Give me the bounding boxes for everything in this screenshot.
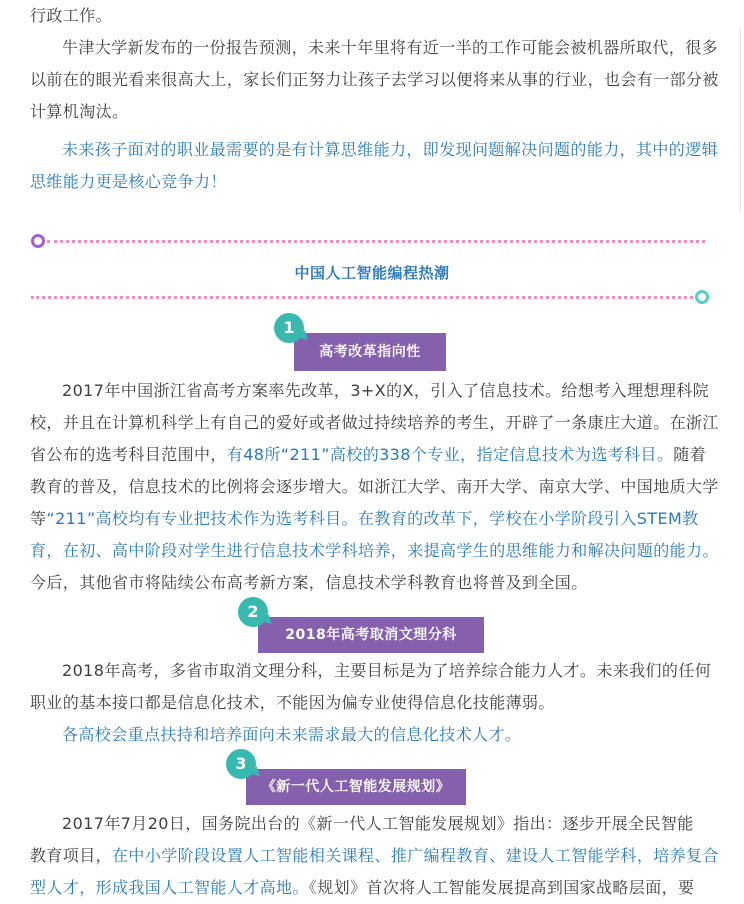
text-line: 行政工作。 — [30, 6, 113, 25]
text-run-highlight: 有48所“211”高校的338个专业，指定信息技术为选考科目。 — [226, 445, 674, 464]
text-run: 2017年中国浙江省高考方案率先改革，3+X的X，引入了信息技术。给想考入理想理科院 — [62, 381, 710, 400]
text-run-highlight: 在中小学阶段设置人工智能相关课程、推广编程教育、建设人工智能学科，培养复合 — [112, 846, 719, 865]
text-line — [30, 503, 712, 535]
paragraph-highlight-intro — [30, 134, 719, 198]
text-line — [30, 567, 712, 599]
divider-bottom — [31, 290, 709, 304]
text-run: 等 — [30, 509, 47, 528]
text-line: 牛津大学新发布的一份报告预测，未来十年里将有近一半的工作可能会被机器所取代，很多 — [62, 38, 719, 57]
text-line — [30, 375, 712, 407]
text-line — [30, 719, 712, 751]
badge-heading-3: 《新一代人工智能发展规划》 — [246, 769, 466, 805]
text-run: 2017年7月20日，国务院出台的《新一代人工智能发展规划》指出：逐步开展全民智能 — [62, 814, 694, 833]
text-line: 未来孩子面对的职业最需要的是有计算思维能力，即发现问题解决问题的能力，其中的逻辑 — [62, 140, 719, 159]
text-line — [30, 687, 712, 719]
circle-ornament-icon — [31, 234, 45, 248]
paragraph-intro-0 — [30, 0, 712, 32]
circle-ornament-icon — [695, 290, 709, 304]
badge-heading-1: 高考改革指向性 — [294, 333, 446, 371]
text-line — [30, 840, 719, 872]
number-badge-1: 1 — [274, 313, 304, 343]
text-run: 省公布的选考科目范围中， — [30, 445, 227, 464]
paragraph-item-2 — [30, 655, 712, 751]
text-run: 职业的基本接口都是信息化技术，不能因为偏专业使得信息化技能薄弱。 — [30, 693, 555, 712]
text-line — [30, 655, 712, 687]
text-line — [30, 407, 719, 439]
text-run: 教育项目， — [30, 846, 113, 865]
section-title: 中国人工智能编程热潮 — [294, 264, 450, 282]
text-line — [30, 808, 712, 840]
dotted-line — [31, 296, 693, 299]
text-line — [30, 872, 712, 904]
paragraph-intro-1 — [30, 32, 719, 128]
text-line: 以前在的眼光看来很高大上，家长们正努力让孩子去学习以便将来从事的行业，也会有一部分被 — [30, 70, 719, 89]
scrollbar-track[interactable] — [740, 28, 744, 212]
text-line: 思维能力更是核心竞争力！ — [30, 172, 227, 191]
text-line: 计算机淘汰。 — [30, 102, 129, 121]
dotted-line — [47, 240, 705, 243]
text-run: 教育的普及，信息技术的比例将会逐步增大。如浙江大学、南开大学、南京大学、中国地质大学 — [30, 477, 719, 496]
paragraph-item-3 — [30, 808, 719, 904]
number-badge-3: 3 — [226, 749, 256, 779]
text-line — [30, 471, 719, 503]
text-run-highlight: 型人才，形成我国人工智能人才高地。 — [30, 878, 309, 897]
number-badge-2: 2 — [238, 597, 268, 627]
text-line — [30, 439, 712, 471]
text-run: 2018年高考，多省市取消文理分科，主要目标是为了培养综合能力人才。未来我们的任何 — [62, 661, 712, 680]
badge-heading-2: 2018年高考取消文理分科 — [258, 617, 484, 653]
divider-top — [31, 234, 709, 248]
text-run-highlight: 育，在初、高中阶段对学生进行信息技术学科培养，来提高学生的思维能力和解决问题的能力。 — [30, 541, 719, 560]
text-run-highlight: “211”高校均有专业把技术作为选考科目。在教育的改革下，学校在小学阶段引入STEM教 — [46, 509, 699, 528]
text-run: 随着 — [673, 445, 707, 464]
text-run: 《规划》首次将人工智能发展提高到国家战略层面，要 — [308, 878, 695, 897]
text-run-highlight: 各高校会重点扶持和培养面向未来需求最大的信息化技术人才。 — [62, 725, 522, 744]
paragraph-item-1 — [30, 375, 719, 599]
text-line — [30, 535, 719, 567]
text-run: 今后，其他省市将陆续公布高考新方案，信息技术学科教育也将普及到全国。 — [30, 573, 588, 592]
text-run: 校，并且在计算机科学上有自己的爱好或者做过持续培养的考生，开辟了一条康庄大道。在浙江 — [30, 413, 719, 432]
